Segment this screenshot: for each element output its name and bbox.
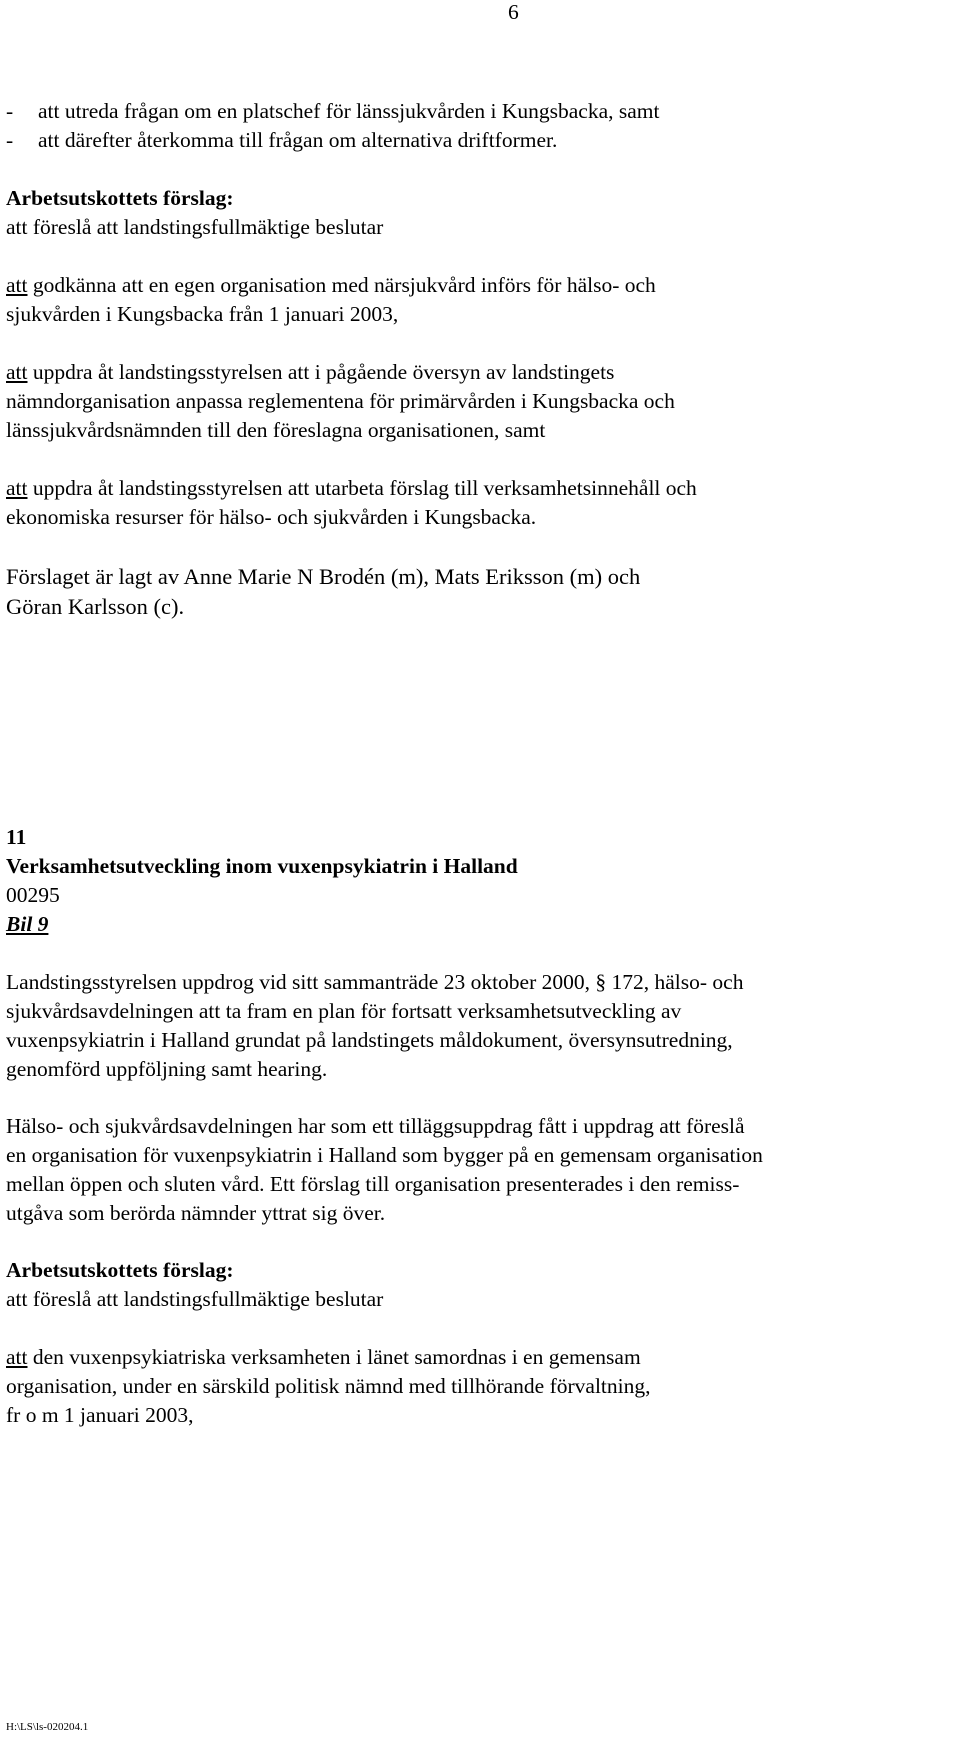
footer-file-path: H:\LS\ls-020204.1: [6, 1721, 89, 1733]
proposal-clause: att godkänna att en egen organisation med närsjukvård införs för hälso- och: [6, 273, 656, 297]
item-number: 11: [6, 825, 27, 849]
proposal-clause-line: nämndorganisation anpassa reglementena för primärvården i Kungsbacka och: [6, 389, 675, 413]
attachment-reference: Bil 9: [6, 912, 49, 936]
page-number: 6: [508, 0, 519, 24]
proposal-intro: att föreslå att landstingsfullmäktige beslutar: [6, 215, 384, 239]
proposal-clause: att den vuxenpsykiatriska verksamheten i länet samordnas i en gemensam: [6, 1345, 641, 1369]
case-number: 00295: [6, 883, 60, 907]
proposal-clause-line: fr o m 1 januari 2003,: [6, 1403, 194, 1427]
proposal-intro: att föreslå att landstingsfullmäktige beslutar: [6, 1287, 384, 1311]
proposers-text: Förslaget är lagt av Anne Marie N Brodén (m), Mats Eriksson (m) och: [6, 564, 641, 589]
proposal-clause-line: länssjukvårdsnämnden till den föreslagna organisationen, samt: [6, 418, 546, 442]
paragraph-line: mellan öppen och sluten vård. Ett förslag till organisation presenterades i den remiss-: [6, 1172, 740, 1196]
proposal-clause: att uppdra åt landstingsstyrelsen att utarbeta förslag till verksamhetsinnehåll och: [6, 476, 697, 500]
proposal-clause-line: organisation, under en särskild politisk nämnd med tillhörande förvaltning,: [6, 1374, 651, 1398]
proposal-clause: att uppdra åt landstingsstyrelsen att i pågående översyn av landstingets: [6, 360, 615, 384]
proposal-clause-line: ekonomiska resurser för hälso- och sjukvården i Kungsbacka.: [6, 505, 537, 529]
paragraph-line: en organisation för vuxenpsykiatrin i Halland som bygger på en gemensam organisation: [6, 1143, 763, 1167]
section-heading: Arbetsutskottets förslag:: [6, 186, 234, 210]
paragraph-line: genomförd uppföljning samt hearing.: [6, 1057, 328, 1081]
paragraph-line: sjukvårdsavdelningen att ta fram en plan för fortsatt verksamhetsutveckling av: [6, 999, 682, 1023]
proposers-text: Göran Karlsson (c).: [6, 594, 185, 619]
item-title: Verksamhetsutveckling inom vuxenpsykiatrin i Halland: [6, 854, 518, 878]
paragraph-line: utgåva som berörda nämnder yttrat sig över.: [6, 1201, 386, 1225]
paragraph-line: Hälso- och sjukvårdsavdelningen har som ett tilläggsuppdrag fått i uppdrag att föreslå: [6, 1114, 745, 1138]
paragraph-line: Landstingsstyrelsen uppdrog vid sitt sammanträde 23 oktober 2000, § 172, hälso- och: [6, 970, 744, 994]
paragraph-line: vuxenpsykiatrin i Halland grundat på landstingets måldokument, översynsutredning,: [6, 1028, 733, 1052]
list-item: - att därefter återkomma till frågan om alternativa driftformer.: [6, 128, 558, 152]
section-heading: Arbetsutskottets förslag:: [6, 1258, 234, 1282]
list-item: - att utreda frågan om en platschef för länssjukvården i Kungsbacka, samt: [6, 99, 660, 123]
proposal-clause-line: sjukvården i Kungsbacka från 1 januari 2003,: [6, 302, 399, 326]
